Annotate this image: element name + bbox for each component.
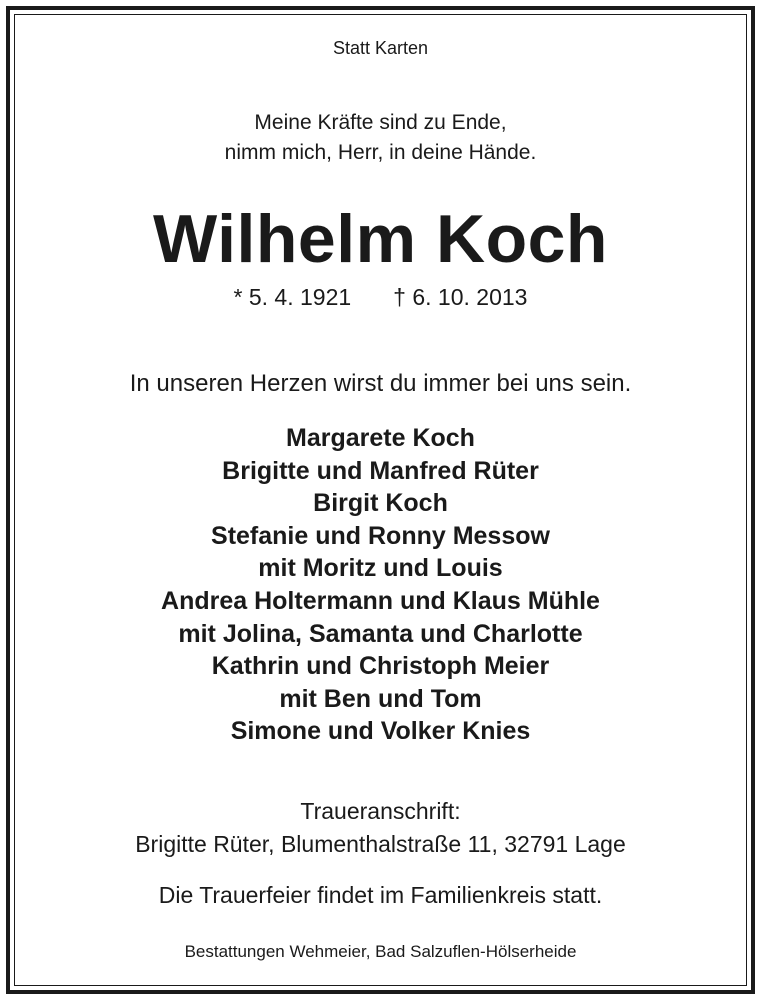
- service-note: Die Trauerfeier findet im Familienkreis statt.: [158, 882, 603, 908]
- mourner-line: mit Jolina, Samanta und Charlotte: [178, 619, 583, 648]
- mourner-line: Simone und Volker Knies: [230, 717, 531, 746]
- mourner-line: Stefanie und Ronny Messow: [211, 521, 550, 550]
- mourner-line: mit Ben und Tom: [279, 684, 482, 713]
- mourner-line: mit Moritz und Louis: [258, 554, 503, 583]
- motto: In unseren Herzen wirst du immer bei uns sein.: [129, 370, 632, 397]
- mourner-line: Andrea Holtermann und Klaus Mühle: [161, 586, 600, 615]
- address-line: Brigitte Rüter, Blumenthalstraße 11, 32791 Lage: [135, 831, 626, 857]
- birth-date: * 5. 4. 1921: [233, 284, 352, 310]
- address-label: Traueranschrift:: [300, 798, 461, 824]
- life-dates: [0, 284, 761, 311]
- mourners-list: [0, 422, 761, 748]
- header-text: Statt Karten: [332, 38, 429, 58]
- verse-line-1: Meine Kräfte sind zu Ende,: [254, 111, 507, 134]
- deceased-name: Wilhelm Koch: [153, 201, 608, 277]
- undertaker: Bestattungen Wehmeier, Bad Salzuflen-Hölserheide: [184, 942, 577, 961]
- mourner-line: Birgit Koch: [313, 489, 448, 518]
- mourner-line: Kathrin und Christoph Meier: [211, 652, 550, 681]
- mourner-line: Margarete Koch: [286, 424, 475, 452]
- death-date: † 6. 10. 2013: [393, 284, 528, 310]
- verse-line-2: nimm mich, Herr, in deine Hände.: [224, 141, 537, 164]
- mourner-line: Brigitte und Manfred Rüter: [222, 456, 539, 485]
